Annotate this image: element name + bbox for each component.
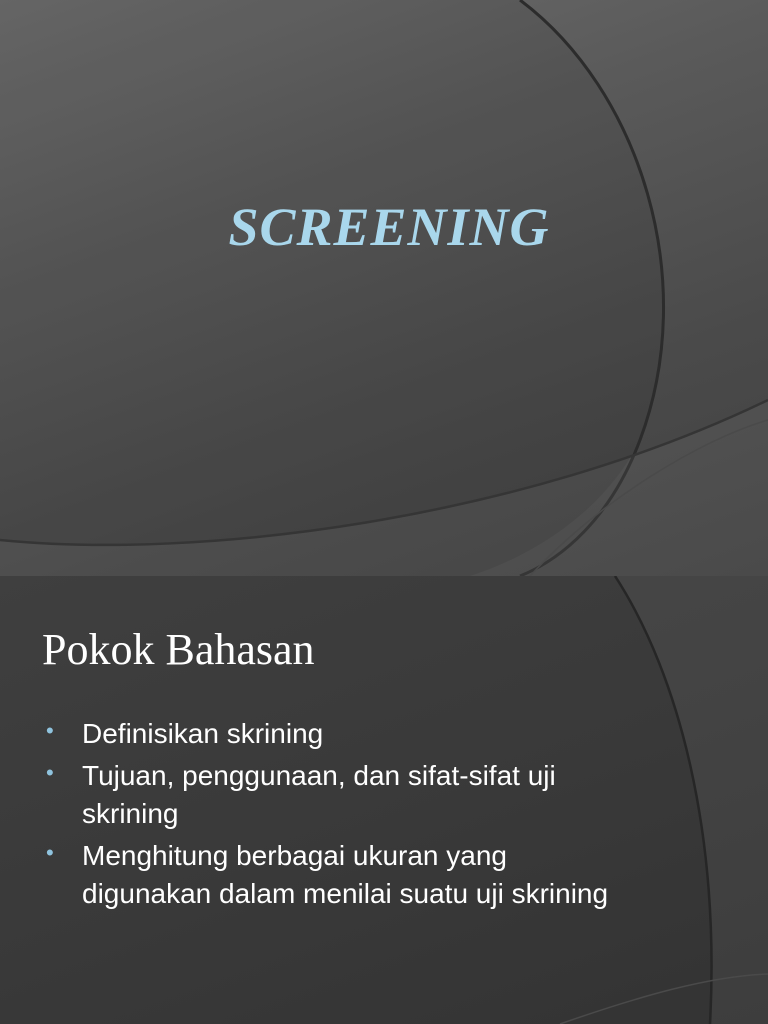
bullet-dot-icon: • <box>46 718 54 743</box>
bullet-item <box>42 837 642 913</box>
bullet-dot-icon: • <box>46 760 54 785</box>
slide-title: SCREENING <box>228 197 550 257</box>
bullet-item <box>42 715 642 753</box>
bullet-dot-icon: • <box>46 840 54 865</box>
bullet-list <box>42 715 642 917</box>
bullet-item <box>42 757 642 833</box>
slide-heading: Pokok Bahasan <box>42 625 315 674</box>
bullet-text: Tujuan, penggunaan, dan sifat-sifat uji skrining <box>82 760 556 829</box>
content-slide <box>0 576 768 1024</box>
bullet-text: Definisikan skrining <box>82 718 324 749</box>
bullet-text: Menghitung berbagai ukuran yang digunakan dalam menilai suatu uji skrining <box>82 840 609 909</box>
